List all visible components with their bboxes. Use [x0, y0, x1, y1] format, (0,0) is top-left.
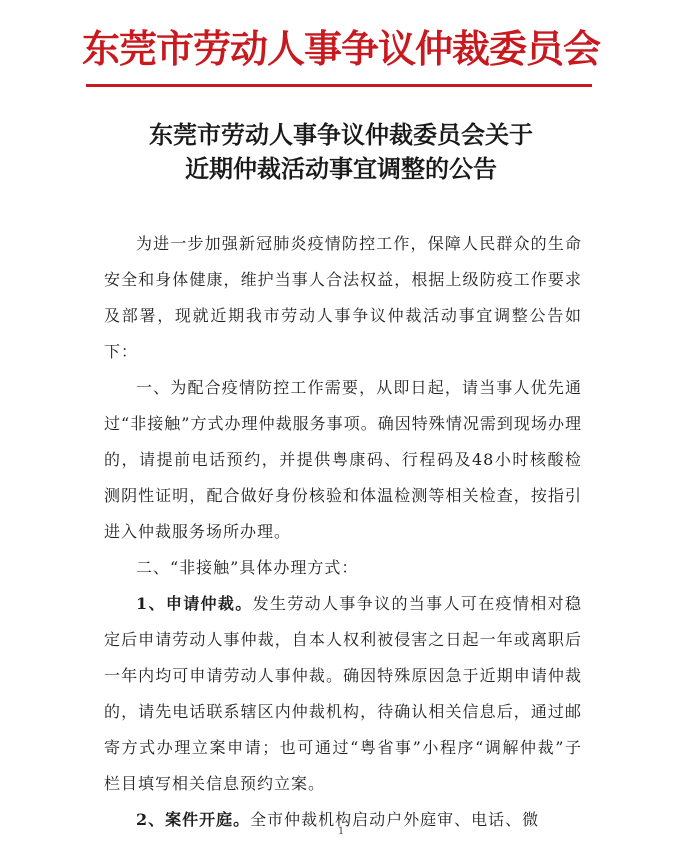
paragraph-item-1: 一、为配合疫情防控工作需要，从即日起，请当事人优先通过“非接触”方式办理仲裁服务事项。确因特殊情况需到现场办理的，请提前电话预约，并提供粤康码、行程码及48小时核酸检测阴性证明，配合做好身份核验和体温检测等相关检查，按指引进入仲裁服务场所办理。 — [104, 378, 582, 541]
sub-1-text: 发生劳动人事争议的当事人可在疫情相对稳定后申请劳动人事仲裁，自本人权利被侵害之日起一年或离职后一年内均可申请劳动人事仲裁。确因特殊原因急于近期申请仲裁的，请先电话联系辖区内仲裁机构，待确认相关信息后，通过邮寄方式办理立案申请；也可通过“粤省事”小程序“调解仲裁”子栏目填写相关信息预约立案。 — [104, 594, 582, 793]
document-title — [0, 118, 682, 186]
sub-2-text: 全市仲裁机构启动户外庭审、电话、微 — [250, 810, 540, 829]
title-line-1: 东莞市劳动人事争议仲裁委员会关于 — [149, 121, 533, 149]
paragraph-intro: 为进一步加强新冠肺炎疫情防控工作，保障人民群众的生命安全和身体健康，维护当事人合法权益，根据上级防疫工作要求及部署，现就近期我市劳动人事争议仲裁活动事宜调整公告如下： — [104, 234, 582, 361]
sub-2-heading: 2、案件开庭。 — [136, 810, 251, 829]
page-number: 1 — [337, 826, 345, 837]
letterhead-red-rule — [86, 84, 592, 87]
paragraph-sub-1 — [104, 586, 582, 802]
sub-1-heading: 1、申请仲裁。 — [136, 594, 253, 613]
document-body — [104, 226, 582, 838]
letterhead-org-name: 东莞市劳动人事争议仲裁委员会 — [81, 26, 600, 71]
paragraph-item-2: 二、“非接触”具体办理方式： — [136, 558, 359, 577]
title-line-2: 近期仲裁活动事宜调整的公告 — [185, 155, 497, 183]
